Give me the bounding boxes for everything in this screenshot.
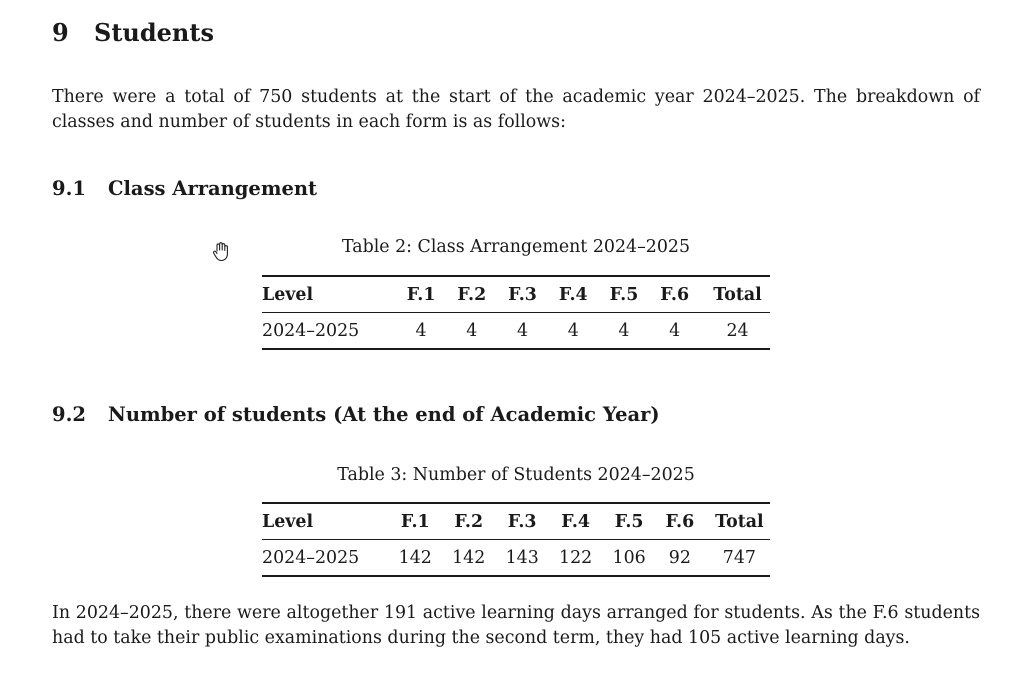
section-number: 9 (52, 18, 69, 47)
table-cell: 2024–2025 (262, 547, 360, 568)
intro-paragraph: There were a total of 750 students at the start of the academic year 2024–2025. The breakdown of classes and number of students in each form is as follows: (52, 87, 980, 132)
header-cell: Total (715, 511, 764, 532)
header-cell: F.3 (508, 284, 537, 305)
table-cell: 142 (452, 547, 486, 568)
subsection-number: 9.2 (52, 403, 86, 426)
table-cell: 106 (612, 547, 646, 568)
header-cell: F.2 (454, 511, 484, 532)
header-cell: F.2 (457, 284, 487, 305)
header-cell: F.5 (614, 511, 644, 532)
table-caption-class-arrangement: Table 2: Class Arrangement 2024–2025 (341, 237, 691, 257)
table-cell: 4 (415, 320, 427, 341)
section-title: Students (94, 18, 214, 47)
table-cell: 2024–2025 (262, 320, 360, 341)
table-header-row (262, 503, 770, 540)
subsection-heading-number-of-students (52, 403, 660, 426)
closing-paragraph: In 2024–2025, there were altogether 191 active learning days arranged for students. As the F.6 students had to take their public examinations during the second term, they had 105 active learning days. (52, 603, 980, 648)
subsection-number: 9.1 (52, 177, 86, 200)
header-cell: F.1 (400, 511, 430, 532)
table-cell: 4 (669, 320, 681, 341)
subsection-heading-class-arrangement (52, 177, 317, 200)
table-cell: 4 (516, 320, 529, 341)
header-cell: F.6 (660, 284, 690, 305)
header-cell: Total (713, 284, 762, 305)
table-cell: 122 (559, 547, 593, 568)
table-cell: 24 (726, 320, 749, 341)
table-cell: 4 (567, 320, 579, 341)
table-cell: 142 (398, 547, 432, 568)
header-cell: F.3 (507, 511, 537, 532)
table-cell: 747 (722, 547, 756, 568)
number-of-students-table (262, 502, 770, 577)
table-cell: 4 (618, 320, 630, 341)
table-row (262, 313, 770, 350)
table-cell: 143 (505, 547, 539, 568)
header-cell: Level (262, 511, 314, 532)
table-header-row (262, 276, 770, 313)
header-cell: F.4 (561, 511, 591, 532)
hand-pointer-icon (212, 242, 230, 262)
header-cell: F.5 (609, 284, 639, 305)
class-arrangement-table (262, 275, 770, 350)
table-row (262, 540, 770, 577)
header-cell: F.1 (406, 284, 436, 305)
header-cell: F.6 (665, 511, 695, 532)
subsection-title: Class Arrangement (108, 177, 318, 200)
table-cell: 92 (668, 547, 691, 568)
subsection-title: Number of students (At the end of Academic Year) (108, 403, 660, 426)
table-caption-number-of-students: Table 3: Number of Students 2024–2025 (337, 465, 695, 485)
header-cell: F.4 (558, 284, 588, 305)
table-cell: 4 (466, 320, 478, 341)
section-heading (52, 18, 214, 47)
header-cell: Level (262, 284, 314, 305)
